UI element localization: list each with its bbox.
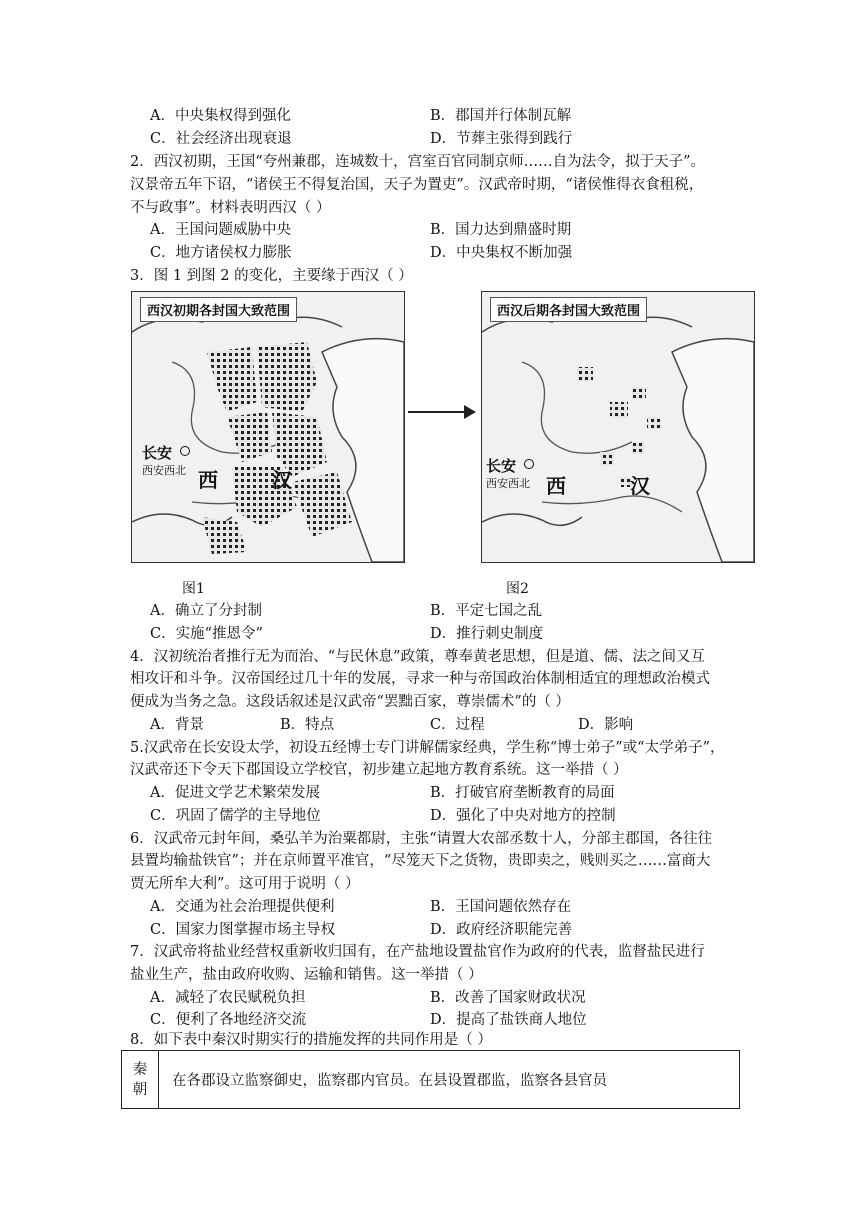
map2-region-han: 汉 bbox=[630, 474, 650, 498]
q1-option-a: A．中央集权得到强化 bbox=[150, 108, 291, 124]
q4-option-a: A．背景 bbox=[150, 717, 204, 733]
q6-option-b: B．王国问题依然存在 bbox=[430, 899, 572, 915]
table-cell: 在各郡设立监察御史，监察郡内官员。在县设置郡监，监察各县官员 bbox=[172, 1073, 607, 1089]
q2-option-a: A．王国问题威胁中央 bbox=[150, 222, 291, 238]
map2-region-west: 西 bbox=[546, 474, 566, 498]
q3-option-c: C．实施“推恩令” bbox=[150, 626, 263, 642]
q1-option-d: D．节葬主张得到践行 bbox=[430, 131, 573, 147]
table-row-header-char: 朝 bbox=[132, 1081, 148, 1098]
table-row-header-char: 秦 bbox=[132, 1061, 148, 1078]
q7-option-d: D．提高了盐铁商人地位 bbox=[430, 1012, 587, 1028]
figure-caption-2: 图2 bbox=[506, 581, 529, 597]
q5-option-b: B．打破官府垄断教育的局面 bbox=[430, 785, 615, 801]
map1-region-han: 汉 bbox=[272, 468, 292, 492]
q3-option-d: D．推行刺史制度 bbox=[430, 626, 544, 642]
q8-stem: 8．如下表中秦汉时期实行的措施发挥的共同作用是（ ） bbox=[130, 1032, 492, 1048]
q7-stem-line: 盐业生产，盐由政府收购、运输和销售。这一举措（ ） bbox=[130, 967, 483, 983]
q4-stem-line: 相攻讦和斗争。汉帝国经过几十年的发展，寻求一种与帝国政治体制相适宜的理想政治模式 bbox=[130, 671, 710, 687]
q4-stem-line: 4．汉初统治者推行无为而治、“与民休息”政策，尊奉黄老思想，但是道、儒、法之间又互 bbox=[130, 649, 706, 665]
q4-stem-line: 便成为当务之急。这段话叙述是汉武帝“罢黜百家，尊崇儒术”的（ ） bbox=[130, 694, 570, 710]
map1-capital-label: 长安 bbox=[142, 444, 173, 462]
q4-option-b: B．特点 bbox=[280, 717, 335, 733]
q1-option-c: C．社会经济出现衰退 bbox=[150, 131, 292, 147]
q5-option-d: D．强化了中央对地方的控制 bbox=[430, 808, 616, 824]
q7-option-b: B．改善了国家财政状况 bbox=[430, 990, 586, 1006]
q2-stem-line: 2．西汉初期，王国“夸州兼郡，连城数十，宫室百官同制京师……自为法令，拟于天子”。 bbox=[130, 154, 706, 170]
q7-option-c: C．便利了各地经济交流 bbox=[150, 1012, 307, 1028]
map2-capital-note: 西安西北 bbox=[486, 477, 530, 490]
q7-option-a: A．减轻了农民赋税负担 bbox=[150, 990, 306, 1006]
map1-capital-note: 西安西北 bbox=[142, 464, 186, 477]
map1-title: 西汉初期各封国大致范围 bbox=[140, 297, 297, 322]
q3-stem: 3．图 1 到图 2 的变化，主要缘于西汉（ ） bbox=[130, 268, 413, 284]
q2-option-c: C．地方诸侯权力膨胀 bbox=[150, 245, 292, 261]
q6-stem-line: 贾无所牟大利”。这可用于说明（ ） bbox=[130, 876, 360, 892]
q6-option-d: D．政府经济职能完善 bbox=[430, 922, 573, 938]
q5-option-c: C．巩固了儒学的主导地位 bbox=[150, 808, 321, 824]
q6-stem-line: 县置均输盐铁官”；并在京师置平准官，“尽笼天下之货物，贵即卖之，贱则买之……富商大 bbox=[130, 853, 711, 869]
map2-capital-icon bbox=[524, 459, 534, 469]
map-late-han-drawing bbox=[482, 292, 754, 562]
q7-stem-line: 7．汉武帝将盐业经营权重新收归国有，在产盐地设置盐官作为政府的代表，监督盐民进行 bbox=[130, 944, 705, 960]
map1-region-west: 西 bbox=[198, 468, 218, 492]
q5-option-a: A．促进文学艺术繁荣发展 bbox=[150, 785, 320, 801]
map-early-han bbox=[131, 291, 405, 563]
q5-stem-line: 5.汉武帝在长安设太学，初设五经博士专门讲解儒家经典，学生称“博士弟子”或“太学弟子”， bbox=[130, 740, 725, 756]
map1-capital-icon bbox=[180, 446, 190, 456]
q6-option-c: C．国家力图掌握市场主导权 bbox=[150, 922, 336, 938]
map-early-han-drawing bbox=[132, 292, 404, 562]
q1-option-b: B．郡国并行体制瓦解 bbox=[430, 108, 572, 124]
q4-option-d: D．影响 bbox=[578, 717, 634, 733]
figure-caption-1: 图1 bbox=[182, 581, 205, 597]
q2-stem-line: 汉景帝五年下诏，“诸侯王不得复治国，天子为置吏”。汉武帝时期，“诸侯惟得衣食租税， bbox=[130, 177, 704, 193]
q4-option-c: C．过程 bbox=[430, 717, 485, 733]
q2-stem-line: 不与政事”。材料表明西汉（ ） bbox=[130, 200, 331, 216]
arrow-icon bbox=[408, 402, 478, 422]
map-late-han bbox=[481, 291, 755, 563]
q6-stem-line: 6．汉武帝元封年间，桑弘羊为治粟都尉，主张“请置大农部丞数十人，分部主郡国，各往往 bbox=[130, 831, 713, 847]
q3-option-b: B．平定七国之乱 bbox=[430, 603, 543, 619]
map2-title: 西汉后期各封国大致范围 bbox=[490, 297, 647, 322]
q6-option-a: A．交通为社会治理提供便利 bbox=[150, 899, 335, 915]
map2-capital-label: 长安 bbox=[486, 457, 517, 475]
q2-option-b: B．国力达到鼎盛时期 bbox=[430, 222, 572, 238]
q8-table bbox=[121, 1050, 740, 1109]
q5-stem-line: 汉武帝还下令天下郡国设立学校官，初步建立起地方教育系统。这一举措（ ） bbox=[130, 762, 628, 778]
table-row-header bbox=[122, 1051, 159, 1108]
q3-option-a: A．确立了分封制 bbox=[150, 603, 262, 619]
q2-option-d: D．中央集权不断加强 bbox=[430, 245, 573, 261]
